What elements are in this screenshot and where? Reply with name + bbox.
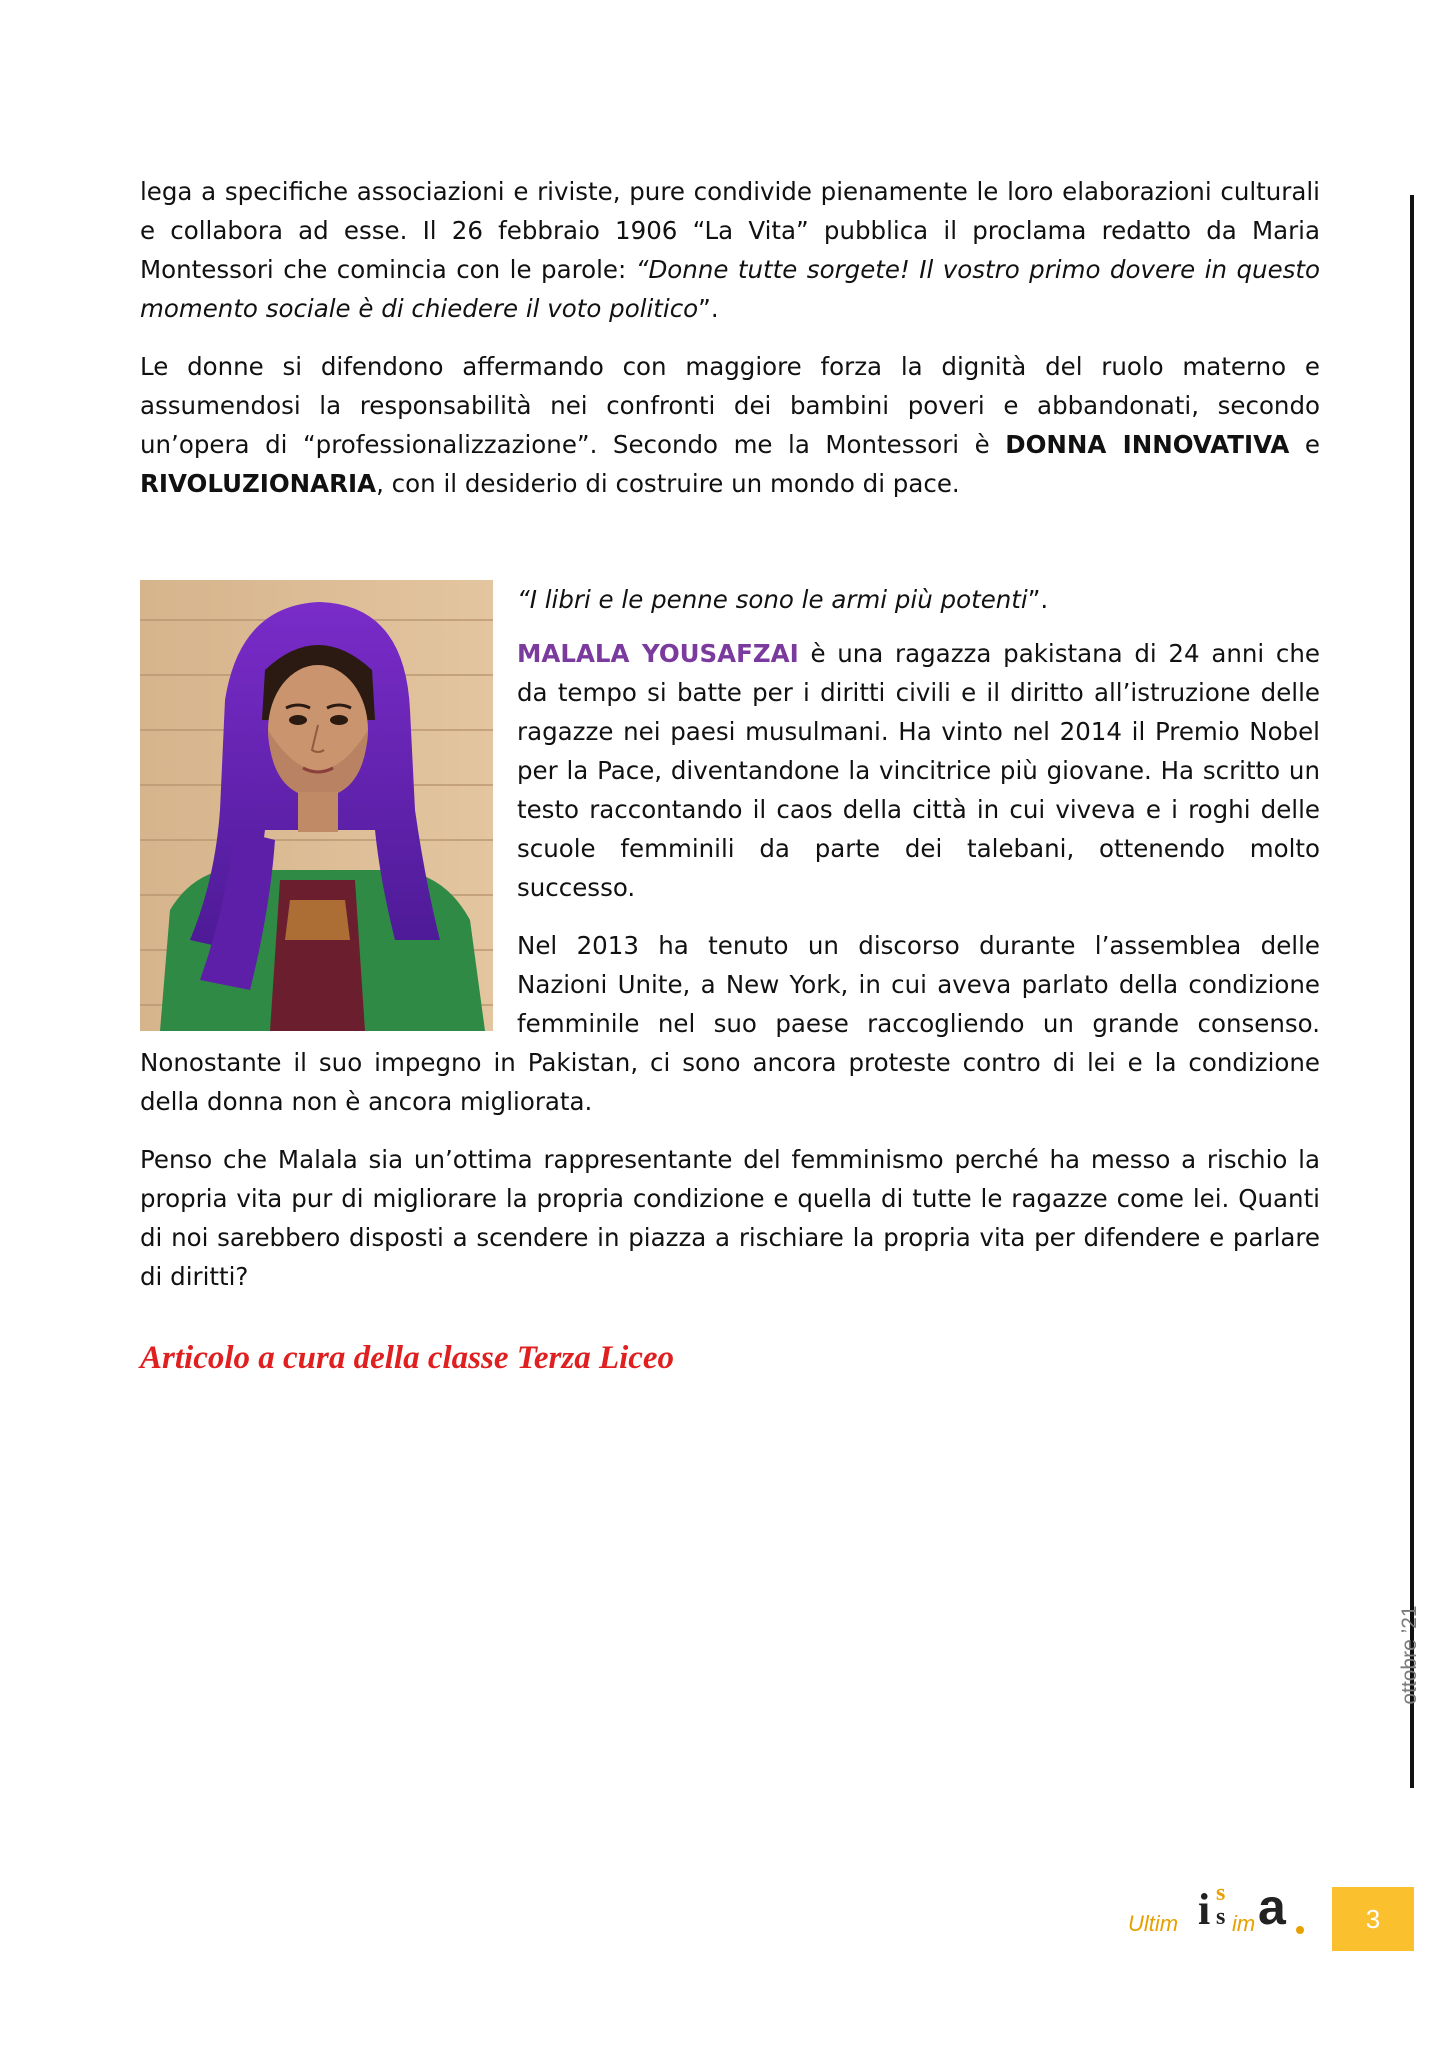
article-credit: Articolo a cura della classe Terza Liceo (140, 1340, 675, 1376)
paragraph-text: e (1289, 430, 1320, 459)
paragraph-malala-opinion: Penso che Malala sia un’ottima rappresentante del femminismo perché ha messo a rischio la propria vita pur di migliorare la propria condizione e quella di tutte le ragazze come lei. Quanti di noi sarebbero disposti a scendere in piazza a rischiare la propria vita per difendere e parlare di diritti? (140, 1145, 1320, 1291)
logo-letter-s-upper: s (1216, 1880, 1226, 1906)
malala-name: MALALA YOUSAFZAI (517, 639, 799, 668)
montessori-quote: “Donne tutte sorgete! Il vostro primo dovere in questo momento sociale è di chiedere il voto politico (140, 255, 1321, 323)
section-spacer (140, 522, 1320, 580)
magazine-logo (1128, 1878, 1310, 1944)
logo-letter-a: a (1258, 1879, 1286, 1935)
logo-text-ultim: Ultim (1128, 1911, 1179, 1936)
article-body (140, 172, 1320, 1315)
paragraph-text: è una ragazza pakistana di 24 anni che da tempo si batte per i diritti civili e il diritto all’istruzione delle ragazze nei paesi musulmani. Ha vinto nel 2014 il Premio Nobel per la Pace, diventandone la vincitrice più giovane. Ha scritto un testo raccontando il caos della città in cui viveva e i roghi delle scuole femminili da parte dei talebani, ottenendo molto successo. (517, 639, 1321, 902)
malala-portrait (140, 580, 493, 1031)
paragraph-text: , con il desiderio di costruire un mondo di pace. (376, 469, 960, 498)
issue-date: ottobre ’21 (1398, 1605, 1421, 1705)
portrait-photo (140, 580, 493, 1031)
paragraph-text: lega a specifiche associazioni e riviste, pure condivide pienamente le loro elaborazioni culturali e collabora ad esse. Il 26 febbraio 1906 “La Vita” pubblica il proclama redatto da Maria Montessori che comincia con le parole: (140, 177, 1320, 284)
logo-letter-s-lower: s (1216, 1904, 1226, 1930)
logo-text-im: im (1232, 1911, 1256, 1936)
emphasis-rivoluzionaria: RIVOLUZIONARIA (140, 469, 377, 498)
quote-close: ”. (1027, 585, 1049, 614)
emphasis-innovativa: DONNA INNOVATIVA (1005, 430, 1290, 459)
quote-close: ”. (698, 294, 719, 323)
paragraph-text: Le donne si difendono affermando con maggiore forza la dignità del ruolo materno e assumendosi la responsabilità nei confronti dei bambini poveri e abbandonati, secondo un’opera di “professionalizzazione”. Secondo me la Montessori è (140, 352, 1320, 459)
logo-letter-i: i (1198, 1885, 1211, 1934)
logo-dot-icon (1296, 1926, 1304, 1934)
quote-text: “I libri e le penne sono le armi più potenti (517, 585, 1028, 614)
paragraph-montessori-opinion (140, 347, 1320, 503)
page-number: 3 (1332, 1887, 1414, 1951)
paragraph-montessori-proclamation (140, 172, 1320, 328)
margin-rule (1410, 195, 1414, 1788)
paragraph-malala-un-speech: Nel 2013 ha tenuto un discorso durante l’assemblea delle Nazioni Unite, a New York, in cui aveva parlato della condizione femminile nel suo paese raccogliendo un grande consenso. Nonostante il suo impegno in Pakistan, ci sono ancora proteste contro di lei e la condizione della donna non è ancora migliorata. (140, 931, 1320, 1116)
